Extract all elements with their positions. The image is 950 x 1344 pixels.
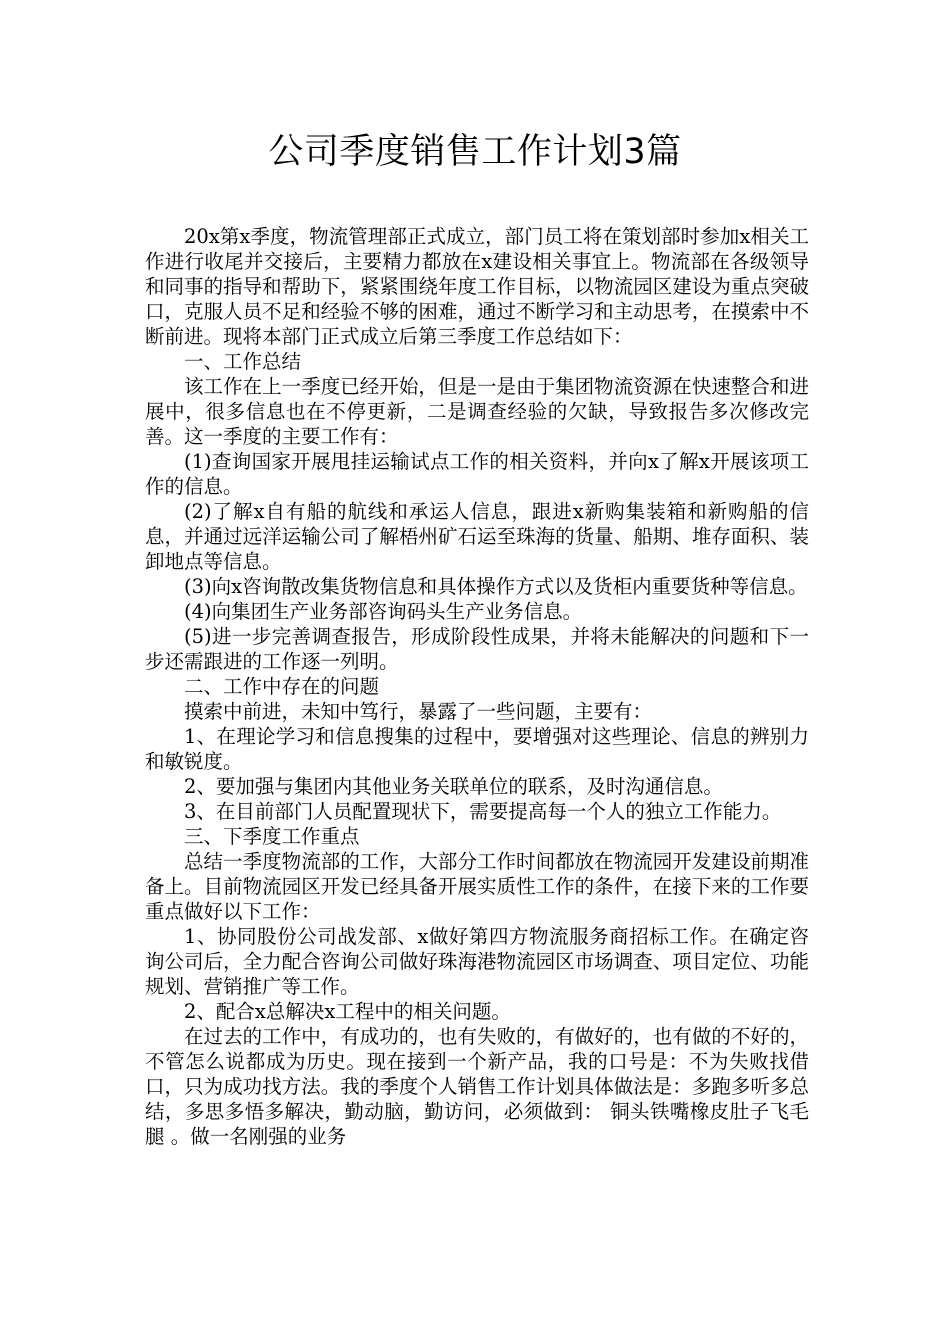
paragraph: 该工作在上一季度已经开始，但是一是由于集团物流资源在快速整合和进展中，很多信息也在不停更新，二是调查经验的欠缺，导致报告多次修改完善。这一季度的主要工作有： [145, 375, 809, 448]
list-item: 2、要加强与集团内其他业务关联单位的联系，及时沟通信息。 [184, 775, 723, 798]
paragraph: 摸索中前进，未知中笃行，暴露了一些问题，主要有： [184, 700, 653, 723]
closing-paragraph: 在过去的工作中，有成功的，也有失败的，有做好的，也有做的不好的，不管怎么说都成为历史。现在接到一个新产品，我的口号是：不为失败找借口，只为成功找方法。我的季度个人销售工作计划具体做法是：多跑多听多总结，多思多悟多解决，勤动脑，勤访问，必须做到： 铜头铁嘴橡皮肚子飞毛腿 。做一名刚强的业务 [145, 1025, 809, 1148]
document-body [145, 224, 809, 1149]
list-item: (5)进一步完善调查报告，形成阶段性成果，并将未能解决的问题和下一步还需跟进的工作逐一列明。 [145, 625, 809, 673]
list-item: (1)查询国家开展甩挂运输试点工作的相关资料，并向x了解x开展该项工作的信息。 [145, 450, 809, 498]
list-item: 1、协同股份公司战发部、x做好第四方物流服务商招标工作。在确定咨询公司后，全力配合咨询公司做好珠海港物流园区市场调查、项目定位、功能规划、营销推广等工作。 [145, 925, 809, 998]
list-item: 1、在理论学习和信息搜集的过程中，要增强对这些理论、信息的辨别力和敏锐度。 [145, 725, 809, 773]
list-item: (3)向x咨询散改集货物信息和具体操作方式以及货柜内重要货种等信息。 [184, 575, 808, 598]
section-heading-problems: 二、工作中存在的问题 [184, 675, 380, 698]
list-item: 3、在目前部门人员配置现状下，需要提高每一个人的独立工作能力。 [184, 800, 782, 823]
intro-paragraph: 20x第x季度，物流管理部正式成立，部门员工将在策划部时参加x相关工作进行收尾并交接后，主要精力都放在x建设相关事宜上。物流部在各级领导和同事的指导和帮助下，紧紧围绕年度工作目标，以物流园区建设为重点突破口，克服人员不足和经验不够的困难，通过不断学习和主动思考，在摸索中不断前进。现将本部门正式成立后第三季度工作总结如下： [145, 225, 809, 348]
section-heading-work-summary: 一、工作总结 [184, 350, 302, 373]
document-title: 公司季度销售工作计划3篇 [268, 132, 682, 172]
list-item: (2)了解x自有船的航线和承运人信息，跟进x新购集装箱和新购船的信息，并通过远洋运输公司了解梧州矿石运至珠海的货量、船期、堆存面积、装卸地点等信息。 [145, 500, 809, 573]
list-item: (4)向集团生产业务部咨询码头生产业务信息。 [184, 600, 583, 623]
section-heading-next-quarter: 三、下季度工作重点 [184, 825, 360, 848]
paragraph: 总结一季度物流部的工作，大部分工作时间都放在物流园开发建设前期准备上。目前物流园区开发已经具备开展实质性工作的条件，在接下来的工作要重点做好以下工作： [145, 850, 809, 923]
list-item: 2、配合x总解决x工程中的相关问题。 [184, 1000, 511, 1023]
